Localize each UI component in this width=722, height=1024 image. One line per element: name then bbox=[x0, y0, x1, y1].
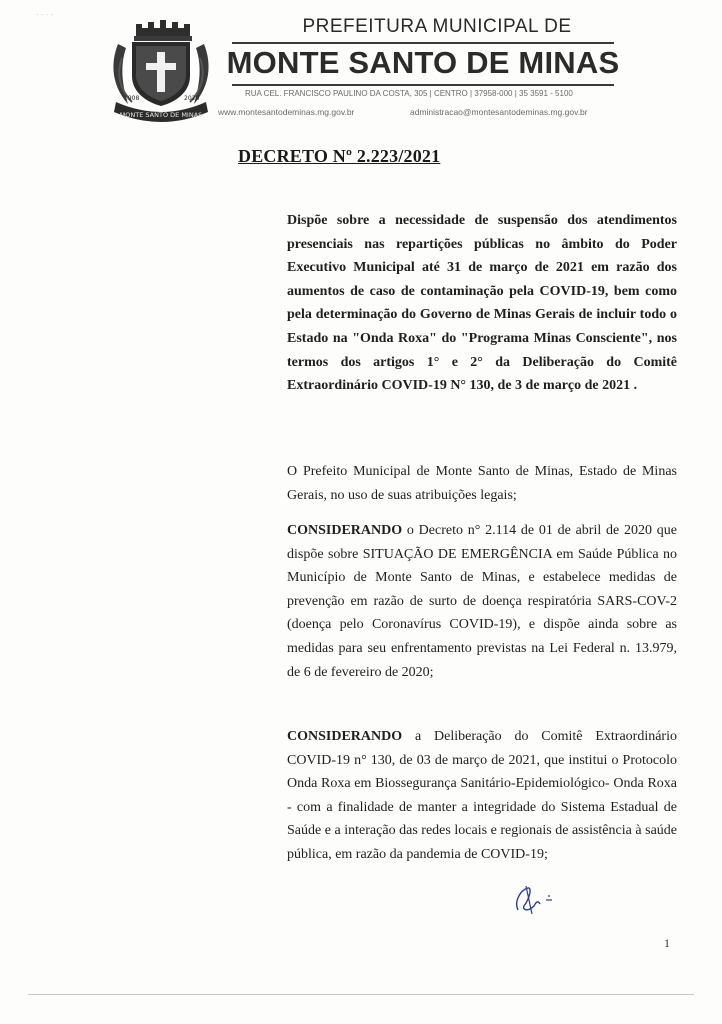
considerando-text: a Deliberação do Comitê Extraordinário COVID-19 n° 130, de 03 de março de 2021, que institui o Protocolo Onda Roxa em Biossegurança Sanitário-Epidemiológico- Onda Roxa - com a finalidade de manter a integridade do Sistema Estadual de Saúde e a interação das redes locais e regionais de assistência à saúde pública, em razão da pandemia de COVID-19; bbox=[287, 729, 677, 862]
page-bottom-edge bbox=[28, 994, 694, 995]
crest-banner-text: MONTE SANTO DE MINAS bbox=[119, 111, 203, 119]
considerando-keyword: CONSIDERANDO bbox=[287, 729, 403, 744]
considerando-paragraph bbox=[287, 725, 677, 867]
header-title-line1: PREFEITURA MUNICIPAL DE bbox=[302, 16, 572, 37]
handwritten-initials bbox=[510, 880, 570, 920]
scan-artifact: · · · · bbox=[36, 10, 54, 19]
page-number: 1 bbox=[664, 936, 670, 950]
decree-preamble: O Prefeito Municipal de Monte Santo de Minas, Estado de Minas Gerais, no uso de suas atribuições legais; bbox=[287, 464, 677, 503]
crest-year-left: 1908 bbox=[124, 95, 140, 102]
header-divider-bottom bbox=[232, 84, 614, 86]
considerando-paragraph bbox=[287, 519, 677, 684]
crest-year-right: 2020 bbox=[184, 95, 200, 102]
decree-title: DECRETO Nº 2.223/2021 bbox=[238, 146, 441, 166]
municipal-crest-logo bbox=[106, 14, 216, 126]
header-website: www.montesantodeminas.mg.gov.br bbox=[218, 107, 355, 117]
decree-ementa: Dispõe sobre a necessidade de suspensão dos atendimentos presenciais nas repartições públicas no âmbito do Poder Executivo Municipal até 31 de março de 2021 em razão dos aumentos de caso de contaminação pela COVID-19, bem como pela determinação do Governo de Minas Gerais de incluir todo o Estado na "Onda Roxa" do "Programa Minas Consciente", nos termos dos artigos 1° e 2° da Deliberação do Comitê Extraordinário COVID-19 N° 130, de 3 de março de 2021 . bbox=[287, 213, 677, 394]
considerando-keyword: CONSIDERANDO bbox=[287, 523, 403, 538]
municipality-name: MONTE SANTO DE MINAS bbox=[226, 45, 620, 80]
header-email: administracao@montesantodeminas.mg.gov.br bbox=[410, 107, 588, 117]
header-address: RUA CEL. FRANCISCO PAULINO DA COSTA, 305 | CENTRO | 37958-000 | 35 3591 - 5100 bbox=[245, 89, 573, 98]
considerando-text: o Decreto n° 2.114 de 01 de abril de 2020 que dispõe sobre SITUAÇÃO DE EMERGÊNCIA em Saúde Pública no Município de Monte Santo de Minas, e estabelece medidas de prevenção em razão de surto de doença respiratória SARS-COV-2 (doença pelo Coronavírus COVID-19), e dispõe ainda sobre as medidas para seu enfrentamento previstas na Lei Federal n. 13.979, de 6 de fevereiro de 2020; bbox=[287, 523, 677, 680]
header-divider-top bbox=[232, 42, 614, 44]
